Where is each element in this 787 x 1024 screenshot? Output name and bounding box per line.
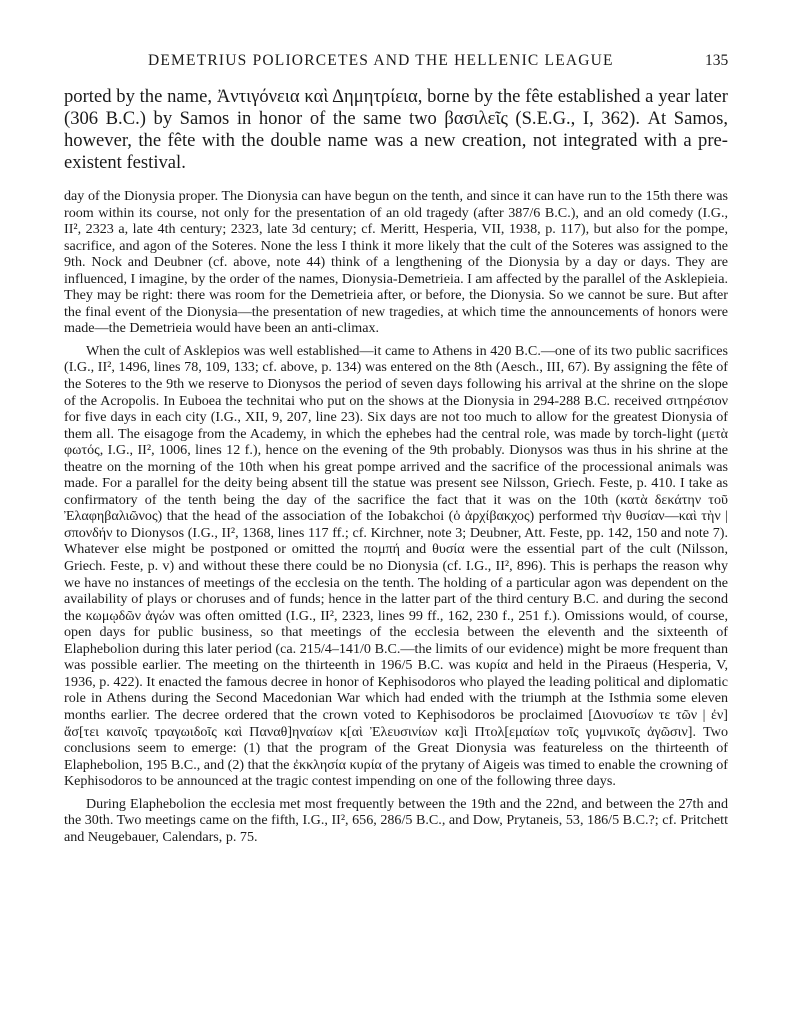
footnote-paragraph-3: During Elaphebolion the ecclesia met most frequently between the 19th and the 22nd, and between the 27th and the 30th. Two meetings came on the fifth, I.G., II², 656, 286/5 B.C., and Dow, Prytaneis, 53, 186/5 B.C.?; cf. Pritchett and Neugebauer, Calendars, p. 75. (64, 795, 728, 845)
page-number: 135 (705, 52, 729, 69)
running-title: DEMETRIUS POLIORCETES AND THE HELLENIC LEAGUE (148, 52, 614, 69)
footnote-paragraph-1: day of the Dionysia proper. The Dionysia can have begun on the tenth, and since it can have run to the 15th there was room within its course, not only for the presentation of an old tragedy (after 387/6 B.C.), and an old comedy (I.G., II², 2323 a, late 4th century; 2323, late 3d century; cf. Meritt, Hesperia, VII, 1938, p. 117), but also for the pompe, sacrifice, and agon of the Soteres. None the less I think it more likely that the cult of the Soteres was assigned to the 9th. Nock and Deubner (cf. above, note 44) think of a lengthening of the Dionysia by a day or days. They are influenced, I imagine, by the order of the names, Dionysia-Demetrieia. I am affected by the parallel of the Asklepieia. They may be right: there was room for the Demetrieia after, or before, the Dionysia. So we cannot be sure. But after the final event of the Dionysia—the presentation of new tragedies, at which time the announcements of honors were made—the Demetrieia would have been an anti-climax. (64, 188, 728, 337)
lead-paragraph-block (64, 86, 728, 174)
footnote-paragraph-2: When the cult of Asklepios was well established—it came to Athens in 420 B.C.—one of its two public sacrifices (I.G., II², 1496, lines 78, 109, 133; cf. above, p. 134) was entered on the 8th (Aesch., III, 67). By assigning the fête of the Soteres to the 9th we reserve to Dionysos the period of seven days following his arrival at the shrine on the slope of the Acropolis. In Euboea the technitai who put on the shows at the Dionysia in 294-288 B.C. received σιτηρέσιον for five days in each city (I.G., XII, 9, 207, line 23). Six days are not too much to allow for the greatest Dionysia of them all. The eisagoge from the Academy, in which the ephebes had the central role, was made by torch-light (μετὰ φωτός, I.G., II², 1006, lines 12 f.), hence on the evening of the 9th probably. Dionysos was thus in his shrine at the theatre on the morning of the 10th when his great pompe arrived and the sacrifice of the processional animals was made. For a parallel for the deity being absent till the statue was present see Nilsson, Griech. Feste, p. 410. I take as confirmatory of the tenth being the day of the sacrifice the fact that it was on the 10th (κατὰ δεκάτην τοῦ Ἐλαφηβαλιῶνος) that the head of the association of the Iobakchoi (ὁ ἀρχίβακχος) performed τὴν θυσίαν—καὶ τὴν | σπονδήν to Dionysos (I.G., II², 1368, lines 117 ff.; cf. Kirchner, note 3; Deubner, Att. Feste, pp. 142, 150 and note 7). Whatever else might be postponed or omitted the πομπή and θυσία were the essential part of the cult (Nilsson, Griech. Feste, p. v) and without these there could be no Dionysia (cf. I.G., II², 896). This is perhaps the reason why we have no instances of meetings of the ecclesia on the tenth. The holding of a particular agon was dependent on the availability of plays or choruses and of funds; hence in the latter part of the third century B.C. and during the second the κωμῳδῶν ἀγών was often omitted (I.G., II², 2323, lines 99 ff., 162, 230 f., 251 f.). Omissions would, of course, open days for public business, so that meetings of the ecclesia between the eleventh and the sixteenth of Elaphebolion during this later period (ca. 215/4–141/0 B.C.—the limits of our evidence) might be more frequent than was possible earlier. The meeting on the thirteenth in 196/5 B.C. was κυρία and held in the Piraeus (Hesperia, V, 1936, p. 422). It enacted the famous decree in honor of Kephisodoros who played the leading political and diplomatic role in Athens during the Second Macedonian War which had ended with the triumph at the Isthmia some eleven months earlier. The decree ordered that the crown voted to Kephisodoros be proclaimed [Διονυσίων τε τῶν | ἐν] ἄσ[τει καινοῖς τραγωιδοῖς καὶ Παναθ]ηναίων κ[αὶ Ἐλευσινίων κα]ὶ Πτολ[εμαίων τοῖς γυμνικοῖς ἀγῶσιν]. Two conclusions seem to emerge: (1) that the program of the Great Dionysia was featureless on the thirteenth of Elaphebolion, 195 B.C., and (2) that the ἐκκλησία κυρία of the prytany of Aigeis was timed to enable the crowning of Kephisodoros to be announced at the tragic contest impending on one of the following three days. (64, 342, 728, 790)
running-header (0, 52, 787, 76)
lead-paragraph: ported by the name, Ἀντιγόνεια καὶ Δημητρίεια, borne by the fête established a year later (306 B.C.) by Samos in honor of the same two βασιλεῖς (S.E.G., I, 362). At Samos, however, the fête with the double name was a new creation, not integrated with a pre-existent festival. (64, 86, 728, 173)
footnote-block (64, 188, 728, 851)
